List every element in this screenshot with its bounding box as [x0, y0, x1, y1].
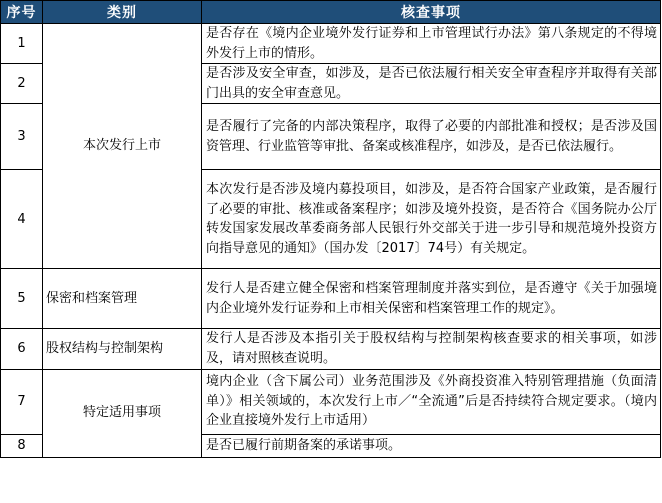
category-confidentiality: 保密和档案管理 [43, 269, 202, 329]
header-no: 序号 [1, 1, 43, 24]
table-row [1, 369, 661, 434]
header-category: 类别 [43, 1, 202, 24]
row-number: 2 [1, 64, 43, 104]
review-item: 是否存在《境内企业境外发行证券和上市管理试行办法》第八条规定的不得境外发行上市的情形。 [202, 24, 661, 64]
row-number: 3 [1, 104, 43, 170]
table-row [1, 24, 661, 64]
row-number: 5 [1, 269, 43, 329]
row-number: 1 [1, 24, 43, 64]
review-item: 境内企业（含下属公司）业务范围涉及《外商投资准入特别管理措施（负面清单）》相关领域的，本次发行上市／“全流通”后是否持续符合规定要求。（境内企业直接境外发行上市适用） [202, 369, 661, 434]
review-item: 本次发行是否涉及境内募投项目，如涉及，是否符合国家产业政策，是否履行了必要的审批、核准或备案程序；如涉及境外投资，是否符合《国务院办公厅转发国家发展改革委商务部人民银行外交部关于进一步引导和规范境外投资方向指导意见的通知》（国办发〔2017〕74号）有关规定。 [202, 170, 661, 269]
review-item: 是否已履行前期备案的承诺事项。 [202, 434, 661, 457]
category-special: 特定适用事项 [43, 369, 202, 457]
review-item: 是否履行了完备的内部决策程序，取得了必要的内部批准和授权；是否涉及国资管理、行业监管等审批、备案或核准程序，如涉及，是否已依法履行。 [202, 104, 661, 170]
header-item: 核查事项 [202, 1, 661, 24]
row-number: 4 [1, 170, 43, 269]
row-number: 6 [1, 329, 43, 369]
review-item: 是否涉及安全审查，如涉及，是否已依法履行相关安全审查程序并取得有关部门出具的安全审查意见。 [202, 64, 661, 104]
table-row [1, 329, 661, 369]
row-number: 7 [1, 369, 43, 434]
review-item: 发行人是否涉及本指引关于股权结构与控制架构核查要求的相关事项，如涉及，请对照核查说明。 [202, 329, 661, 369]
row-number: 8 [1, 434, 43, 457]
category-listing: 本次发行上市 [43, 24, 202, 269]
category-equity: 股权结构与控制架构 [43, 329, 202, 369]
review-item: 发行人是否建立健全保密和档案管理制度并落实到位，是否遵守《关于加强境内企业境外发行证券和上市相关保密和档案管理工作的规定》。 [202, 269, 661, 329]
table-header-row [1, 1, 661, 24]
table-row [1, 269, 661, 329]
